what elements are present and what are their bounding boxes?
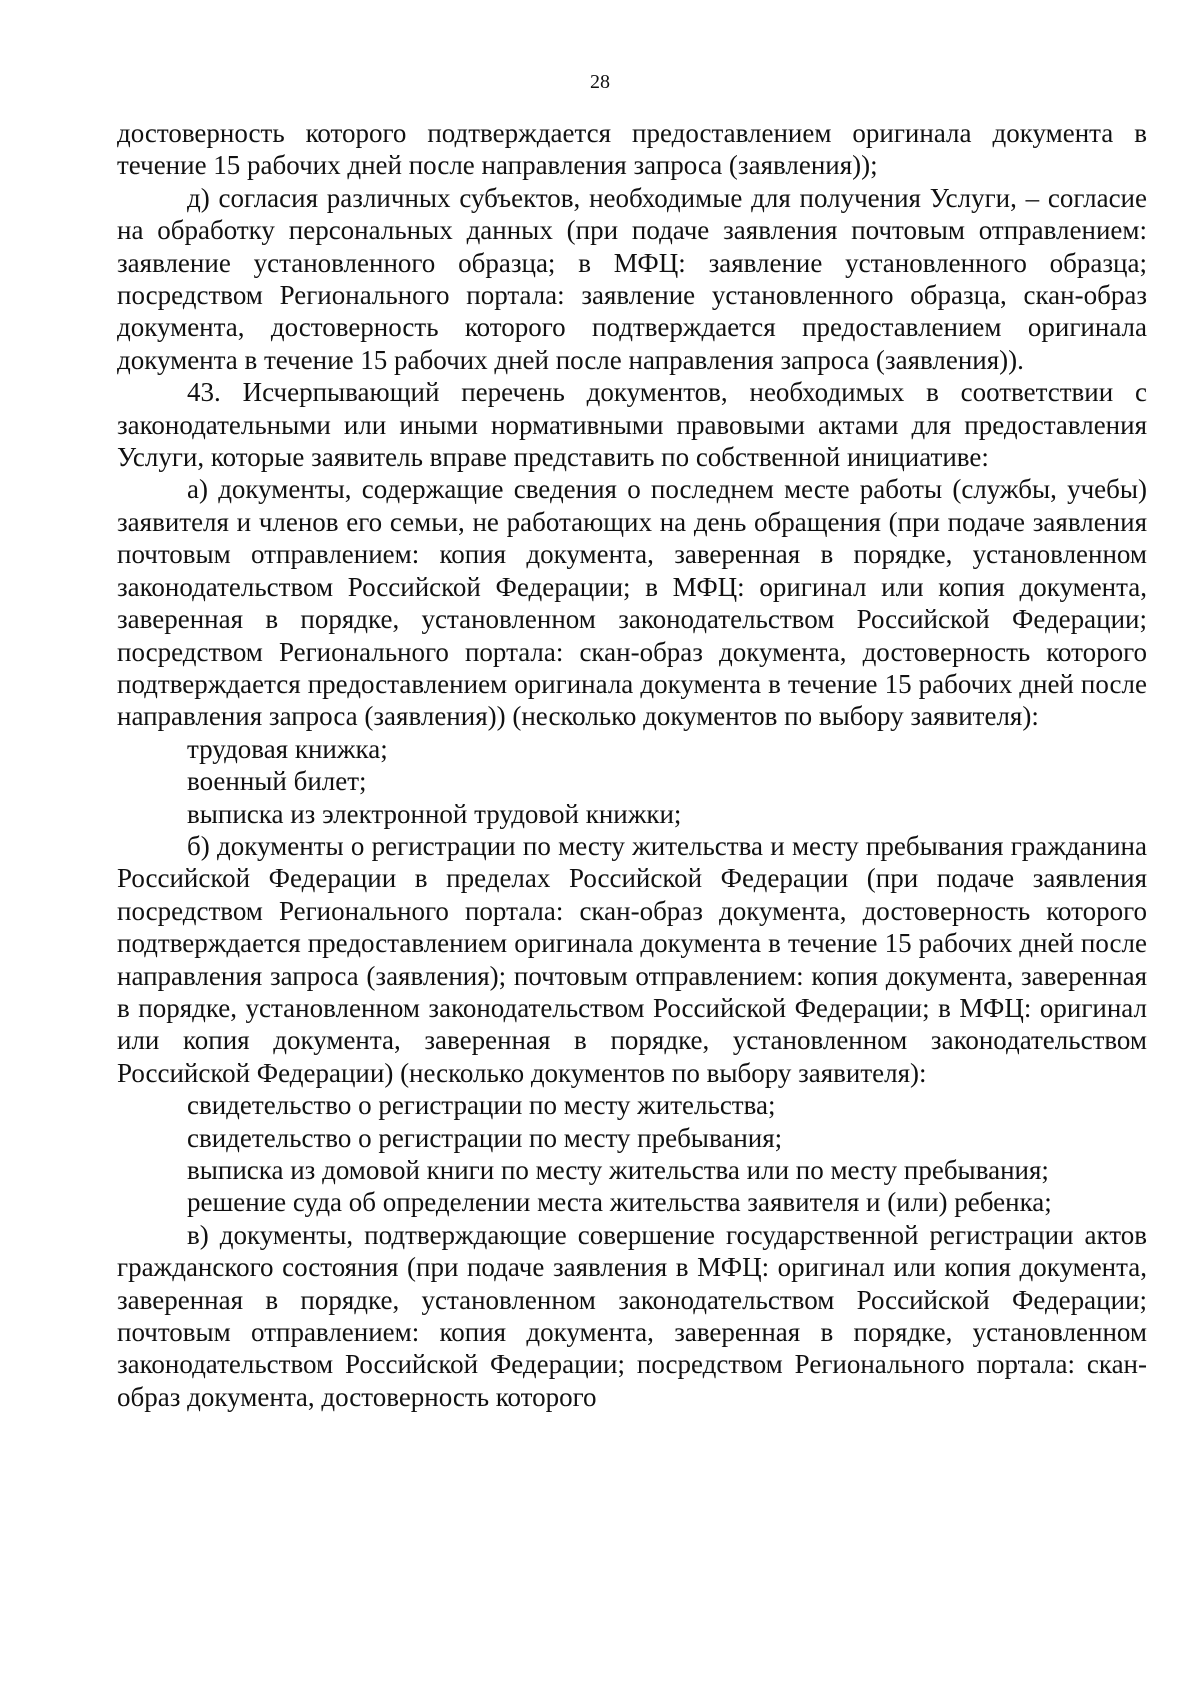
paragraph-item-b: б) документы о регистрации по месту жительства и месту пребывания гражданина Российской Федерации в пределах Российской Федерации (при подаче заявления посредством Регионального портала: скан-образ документа, достоверность которого подтверждается предоставлением оригинала документа в течение 15 рабочих дней после направления запроса (заявления); почтовым отправлением: копия документа, заверенная в порядке, установленном законодательством Российской Федерации; в МФЦ: оригинал или копия документа, заверенная в порядке, установленном законодательством Российской Федерации) (несколько документов по выбору заявителя): xyxy=(117,830,1147,1088)
list-item-house-book-extract: выписка из домовой книги по месту жительства или по месту пребывания; xyxy=(187,1155,1049,1185)
paragraph-item-a: а) документы, содержащие сведения о последнем месте работы (службы, учебы) заявителя и членов его семьи, не работающих на день обращения (при подаче заявления почтовым отправлением: копия документа, заверенная в порядке, установленном законодательством Российской Федерации; в МФЦ: оригинал или копия документа, заверенная в порядке, установленном законодательством Российской Федерации; посредством Регионального портала: скан-образ документа, достоверность которого подтверждается предоставлением оригинала документа в течение 15 рабочих дней после направления запроса (заявления)) (несколько документов по выбору заявителя): xyxy=(117,474,1147,732)
page-number: 28 xyxy=(590,71,610,93)
paragraph-section-43: 43. Исчерпывающий перечень документов, необходимых в соответствии с законодательными или иными нормативными правовыми актами для предоставления Услуги, которые заявитель вправе представить по собственной инициативе: xyxy=(117,377,1147,473)
list-item-court-decision: решение суда об определении места жительства заявителя и (или) ребенка; xyxy=(187,1187,1052,1218)
paragraph-item-v: в) документы, подтверждающие совершение государственной регистрации актов гражданского состояния (при подаче заявления в МФЦ: оригинал или копия документа, заверенная в порядке, установленном законодательством Российской Федерации; почтовым отправлением: копия документа, заверенная в порядке, установленном законодательством Российской Федерации; посредством Регионального портала: скан-образ документа, достоверность которого xyxy=(117,1219,1147,1412)
paragraph-item-d: д) согласия различных субъектов, необходимые для получения Услуги, – согласие на обработку персональных данных (при подаче заявления почтовым отправлением: заявление установленного образца; в МФЦ: заявление установленного образца; посредством Регионального портала: заявление установленного образца, скан-образ документа, достоверность которого подтверждается предоставлением оригинала документа в течение 15 рабочих дней после направления запроса (заявления)). xyxy=(117,182,1147,375)
list-item-military-id: военный билет; xyxy=(187,766,367,797)
list-item-electronic-labor-book: выписка из электронной трудовой книжки; xyxy=(187,798,682,829)
list-item-stay-certificate: свидетельство о регистрации по месту пребывания; xyxy=(187,1122,783,1153)
document-body xyxy=(117,117,1147,1413)
list-item-labor-book: трудовая книжка; xyxy=(187,733,388,764)
paragraph-continuation: достоверность которого подтверждается предоставлением оригинала документа в течение 15 рабочих дней после направления запроса (заявления)); xyxy=(117,118,1147,181)
list-item-residence-certificate: свидетельство о регистрации по месту жительства; xyxy=(187,1090,776,1121)
